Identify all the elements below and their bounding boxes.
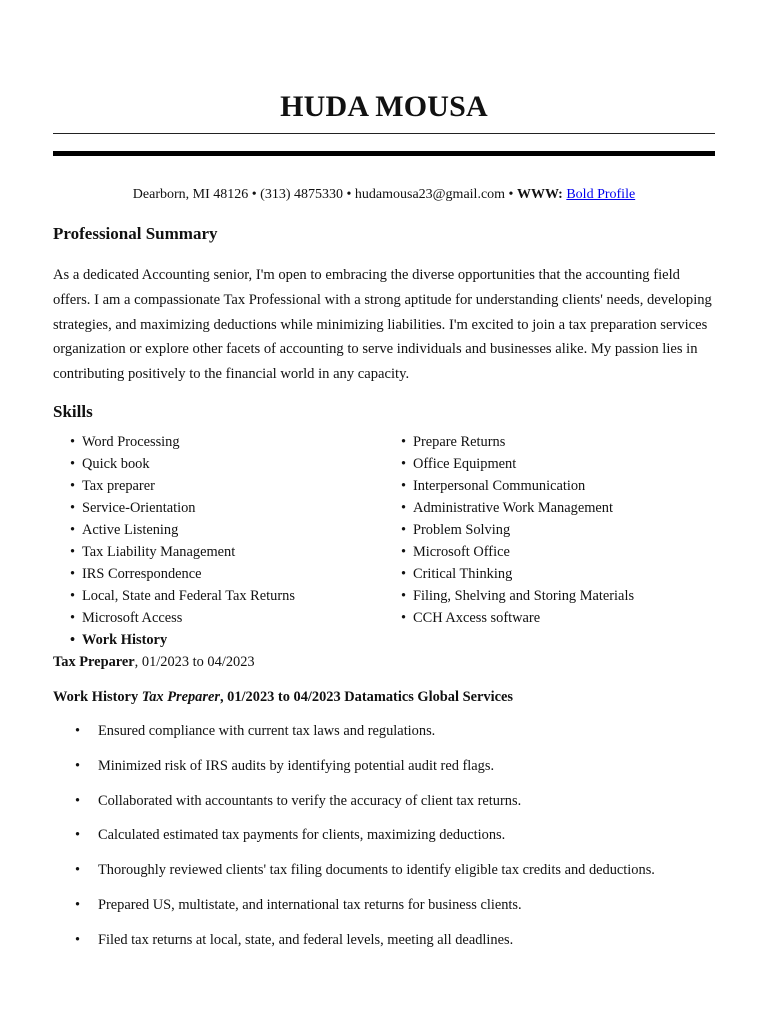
work-history-job-title: Tax Preparer	[141, 689, 220, 705]
skill-label: Word Processing	[82, 434, 180, 450]
duty-item	[53, 755, 655, 790]
skill-label: Active Listening	[82, 522, 179, 538]
duty-item	[53, 929, 655, 964]
skill-label: Prepare Returns	[413, 434, 506, 450]
duty-text: Thoroughly reviewed clients' tax filing documents to identify eligible tax credits and deductions.	[98, 862, 655, 879]
duty-text: Ensured compliance with current tax laws and regulations.	[98, 723, 436, 739]
duty-text: Filed tax returns at local, state, and federal levels, meeting all deadlines.	[98, 931, 514, 948]
duty-item	[53, 790, 655, 825]
skill-label: Office Equipment	[413, 456, 517, 472]
skill-label: Critical Thinking	[413, 566, 513, 582]
skill-item	[53, 585, 295, 607]
bullet: •	[75, 792, 81, 809]
skill-label: Local, State and Federal Tax Returns	[82, 588, 295, 604]
duty-text: Minimized risk of IRS audits by identifying potential audit red flags.	[98, 757, 495, 774]
skill-item	[53, 475, 295, 497]
skills-list-left	[53, 431, 295, 651]
duty-item	[53, 894, 655, 929]
summary-text: As a dedicated Accounting senior, I'm open to embracing the diverse opportunities that the accounting field offers. I am a compassionate Tax Professional with a strong aptitude for understanding clients' needs, developing strategies, and maximizing deductions while minimizing liabilities. I'm excited to join a tax preparation services organization or explore other facets of accounting to serve individuals and businesses alike. My passion lies in contributing positively to the financial world in any capacity.	[53, 267, 712, 383]
bullet: •	[70, 544, 76, 560]
skill-item	[384, 541, 634, 563]
bullet: •	[401, 522, 407, 538]
skill-label: Administrative Work Management	[413, 500, 613, 516]
skill-item	[384, 585, 634, 607]
bullet: •	[75, 931, 81, 948]
bullet: •	[70, 522, 76, 538]
bullet: •	[70, 478, 76, 494]
duty-text: Collaborated with accountants to verify the accuracy of client tax returns.	[98, 792, 522, 809]
skill-label: Tax Liability Management	[82, 544, 236, 560]
job-dates: , 01/2023 to 04/2023	[134, 654, 255, 670]
skill-label: Interpersonal Communication	[413, 478, 586, 494]
skill-item	[53, 519, 295, 541]
skill-label: IRS Correspondence	[82, 566, 202, 582]
bullet: •	[70, 588, 76, 604]
bullet: •	[75, 827, 81, 844]
skill-item	[53, 629, 295, 651]
www-label: WWW:	[516, 187, 563, 202]
skill-item	[53, 431, 295, 453]
duty-item	[53, 859, 655, 894]
skills-heading: Skills	[53, 402, 93, 421]
contact-line	[53, 185, 715, 205]
bullet: •	[401, 434, 407, 450]
skill-item	[53, 497, 295, 519]
skill-item	[384, 453, 634, 475]
bullet: •	[401, 500, 407, 516]
job-title-line	[53, 651, 255, 673]
skill-item	[384, 497, 634, 519]
duty-item	[53, 720, 655, 755]
duties-list	[53, 720, 655, 964]
work-history-dates-employer: , 01/2023 to 04/2023 Datamatics Global Services	[219, 689, 513, 705]
work-history-label: Work History	[53, 689, 142, 705]
skill-label: Problem Solving	[413, 522, 511, 538]
bullet: •	[70, 610, 76, 626]
bullet: •	[75, 757, 81, 774]
skill-item	[53, 607, 295, 629]
bullet: •	[70, 500, 76, 516]
header-divider-thin	[53, 133, 715, 134]
profile-link[interactable]: Bold Profile	[566, 187, 636, 202]
skill-label: Service-Orientation	[82, 500, 196, 516]
skill-item	[53, 541, 295, 563]
skill-item	[384, 519, 634, 541]
bullet: •	[401, 588, 407, 604]
skill-item	[384, 563, 634, 585]
bullet: •	[75, 862, 81, 879]
skill-label: Microsoft Office	[413, 544, 510, 560]
bullet: •	[401, 456, 407, 472]
skill-item	[384, 607, 634, 629]
skill-label: Tax preparer	[82, 478, 155, 494]
skill-item	[53, 453, 295, 475]
skill-label: Quick book	[82, 456, 150, 472]
candidate-name: HUDA MOUSA	[280, 90, 488, 123]
bullet: •	[401, 478, 407, 494]
bullet: •	[70, 434, 76, 450]
skill-item	[384, 431, 634, 453]
duty-text: Calculated estimated tax payments for clients, maximizing deductions.	[98, 827, 506, 844]
skills-list-right	[384, 431, 634, 629]
bullet: •	[75, 723, 81, 739]
duty-text: Prepared US, multistate, and international tax returns for business clients.	[98, 896, 522, 913]
bullet: •	[401, 566, 407, 582]
work-history-heading	[53, 686, 513, 708]
skill-item	[53, 563, 295, 585]
bullet: •	[70, 632, 76, 648]
header-divider-thick	[53, 151, 715, 156]
duty-item	[53, 824, 655, 859]
skill-label: CCH Axcess software	[413, 610, 541, 626]
bullet: •	[70, 456, 76, 472]
bullet: •	[75, 896, 81, 913]
skill-label: Work History	[82, 632, 168, 648]
bullet: •	[401, 610, 407, 626]
summary-heading: Professional Summary	[53, 224, 218, 243]
bullet: •	[70, 566, 76, 582]
job-title: Tax Preparer	[53, 654, 135, 670]
skill-label: Filing, Shelving and Storing Materials	[413, 588, 635, 604]
skill-label: Microsoft Access	[82, 610, 183, 626]
contact-details: Dearborn, MI 48126 • (313) 4875330 • hudamousa23@gmail.com •	[132, 187, 517, 202]
bullet: •	[401, 544, 407, 560]
resume-page	[53, 0, 715, 1024]
skill-item	[384, 475, 634, 497]
